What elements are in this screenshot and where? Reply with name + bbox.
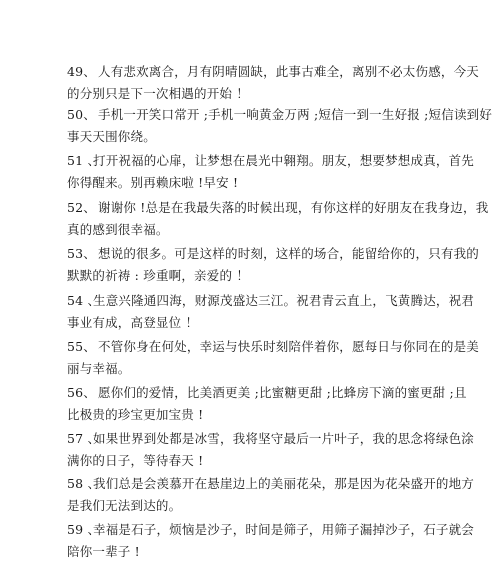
entry-text: 手机一开笑口常开 ;手机一响黄金万两 ;短信一到一生好报 ;短信读到好 (98, 107, 493, 122)
list-item (67, 473, 475, 517)
entry-line-first (67, 519, 475, 541)
entry-line-first (67, 150, 475, 172)
entry-text: 人有悲欢离合，月有阴晴圆缺，此事古难全，离别不必太伤感，今天 (98, 64, 480, 79)
entry-text: 生意兴隆通四海，财源茂盛达三江。祝君青云直上，飞黄腾达，祝君 (93, 293, 475, 308)
entry-line-first (67, 473, 475, 495)
entry-text: 打开祝福的心扉，让梦想在晨光中翱翔。朋友，想要梦想成真，首先 (93, 153, 475, 168)
entry-text-continued: 事业有成，高登显位 ！ (67, 315, 199, 330)
entry-line-first (67, 243, 480, 265)
entry-number: 50、 (67, 107, 97, 122)
entry-number: 57 、 (67, 431, 101, 446)
entry-line-first (67, 382, 467, 404)
entry-line-first (67, 336, 480, 358)
entry-text: 不管你身在何处，幸运与快乐时刻陪伴着你，愿每日与你同在的是美 (98, 339, 480, 354)
list-item (67, 382, 467, 426)
entry-text-continued: 事天天围你绕。 (67, 129, 156, 144)
entry-number: 49、 (67, 64, 97, 79)
entry-number: 55、 (67, 339, 97, 354)
entry-number: 56、 (67, 385, 97, 400)
entry-text-continued: 满你的日子，等待春天 ! (67, 453, 204, 468)
entry-number: 59 、 (67, 522, 101, 537)
entry-text: 幸福是石子，烦恼是沙子，时间是筛子，用筛子漏掉沙子，石子就会 (93, 522, 475, 537)
entry-text: 谢谢你 !总是在我最失落的时候出现，有你这样的好朋友在我身边，我 (98, 200, 489, 215)
entry-number: 51 、 (67, 153, 101, 168)
entry-text-continued: 丽与幸福。 (67, 361, 131, 376)
list-item (67, 290, 475, 334)
entry-text-continued: 真的感到很幸福。 (67, 222, 169, 237)
entry-line-first (67, 104, 493, 126)
entry-line-first (67, 61, 480, 83)
entry-line-first (67, 197, 489, 219)
entry-number: 58 、 (67, 476, 101, 491)
entry-text-continued: 默默的祈祷 : 珍重啊，亲爱的 ！ (67, 268, 250, 283)
entry-text-continued: 是我们无法到达的。 (67, 498, 182, 513)
entry-number: 54 、 (67, 293, 101, 308)
entry-text-continued: 的分别只是下一次相遇的开始 ！ (67, 86, 249, 101)
list-item (67, 197, 489, 241)
list-item (67, 428, 475, 472)
list-item (67, 150, 475, 194)
entry-text: 如果世界到处都是冰雪，我将坚守最后一片叶子，我的思念将绿色涂 (93, 431, 475, 446)
entry-text-continued: 你得醒来。别再赖床啦 !早安 ! (67, 175, 239, 190)
entry-line-first (67, 290, 475, 312)
list-item (67, 243, 480, 287)
entry-line-first (67, 428, 475, 450)
list-item (67, 336, 480, 380)
entry-number: 53、 (67, 246, 97, 261)
entry-text: 想说的很多。可是这样的时刻，这样的场合，能留给你的，只有我的 (98, 246, 480, 261)
list-item (67, 519, 475, 563)
entry-text-continued: 陪你一辈子 ! (67, 544, 140, 559)
list-item (67, 61, 480, 105)
list-item (67, 104, 493, 148)
entry-text-continued: 比极贵的珍宝更加宝贵 ! (67, 407, 204, 422)
entry-number: 52、 (67, 200, 97, 215)
entry-text: 我们总是会羡慕开在悬崖边上的美丽花朵，那是因为花朵盛开的地方 (93, 476, 475, 491)
entry-text: 愿你们的爱情，比美酒更美 ;比蜜糖更甜 ;比蜂房下滴的蜜更甜 ;且 (98, 385, 467, 400)
